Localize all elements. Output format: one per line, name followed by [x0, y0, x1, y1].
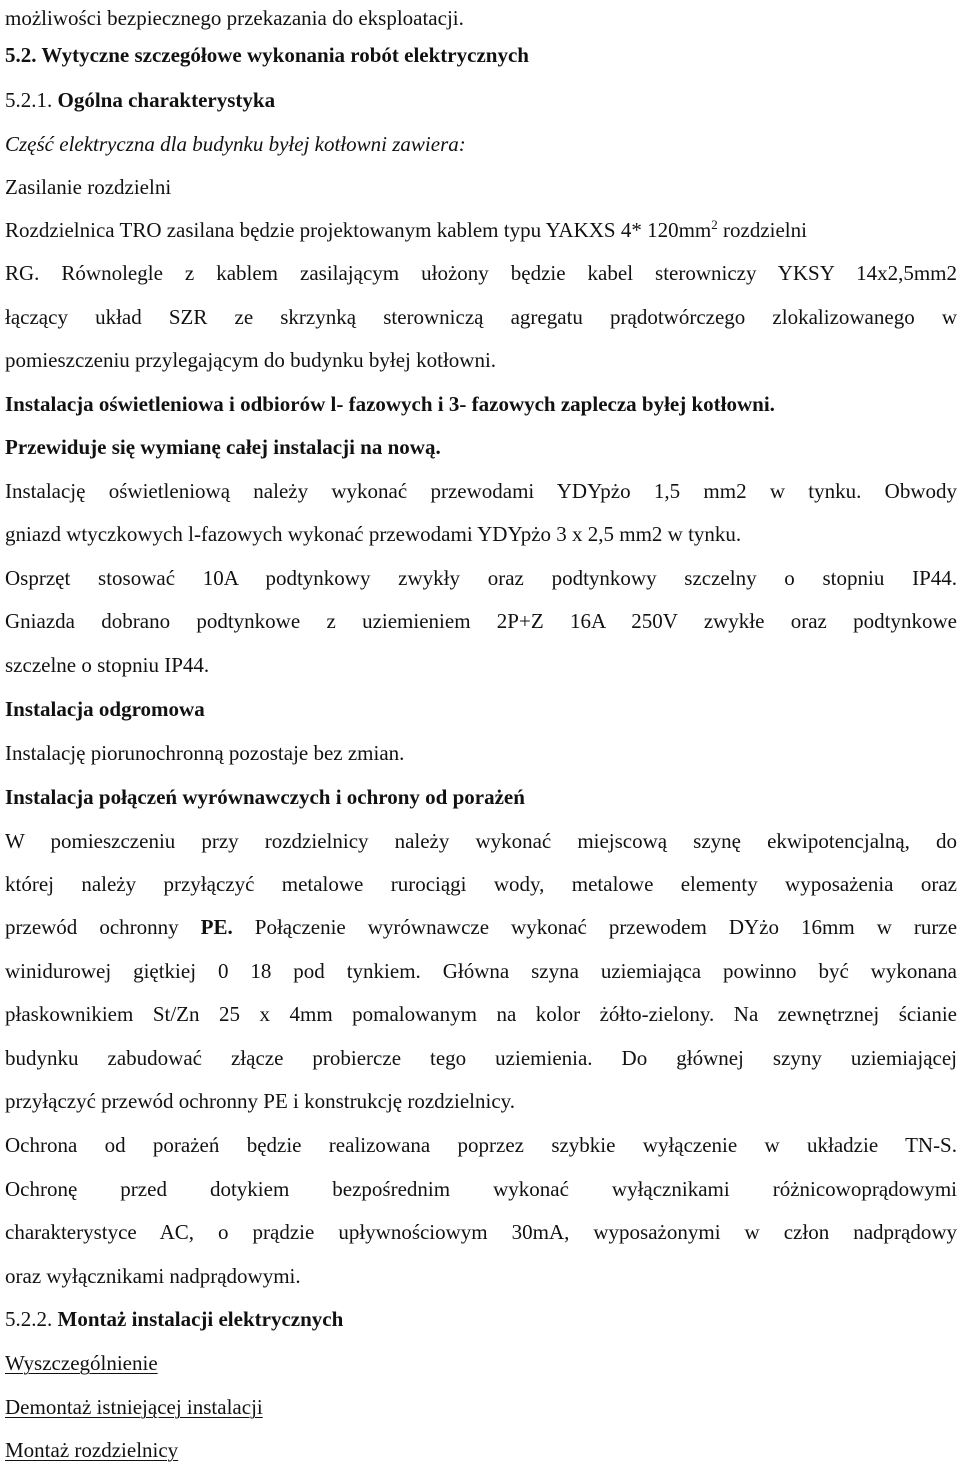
text-line: której należy przyłączyć metalowe rurociągi wody, metalowe elementy wyposażenia oraz [5, 872, 957, 896]
text-line: gniazd wtyczkowych l-fazowych wykonać przewodami YDYpżo 3 x 2,5 mm2 w tynku. [5, 522, 742, 546]
superscript: 2 [711, 217, 718, 232]
text-line: możliwości bezpiecznego przekazania do eksploatacji. [5, 6, 464, 30]
heading-title: Montaż instalacji elektrycznych [57, 1307, 344, 1331]
text-segment: Połączenie wyrównawcze wykonać przewodem DYżo 16mm w rurze [254, 915, 958, 939]
text-line: pomieszczeniu przylegającym do budynku byłej kotłowni. [5, 348, 497, 372]
bold-heading: Instalacja oświetleniowa i odbiorów l- fazowych i 3- fazowych zaplecza byłej kotłowni. [5, 392, 775, 416]
text-line: charakterystyce AC, o prądzie upływnościowym 30mA, wyposażonymi w człon nadprądowy [5, 1220, 957, 1244]
text-segment: rozdzielni [723, 218, 807, 242]
underlined-item: Montaż rozdzielnicy [5, 1438, 179, 1462]
text-line: Osprzęt stosować 10A podtynkowy zwykły oraz podtynkowy szczelny o stopniu IP44. [5, 566, 957, 590]
italic-intro: Część elektryczna dla budynku byłej kotłowni zawiera: [5, 132, 466, 156]
text-line: W pomieszczeniu przy rozdzielnicy należy wykonać miejscową szynę ekwipotencjalną, do [5, 829, 957, 853]
text-line [5, 216, 957, 244]
text-line: przyłączyć przewód ochronny PE i konstrukcję rozdzielnicy. [5, 1089, 516, 1113]
text-segment: przewód ochronny [5, 915, 179, 939]
bold-heading: Instalacja połączeń wyrównawczych i ochrony od porażeń [5, 785, 525, 809]
text-line: budynku zabudować złącze probiercze tego uziemienia. Do głównej szyny uziemiającej [5, 1046, 957, 1070]
text-line: płaskownikiem St/Zn 25 x 4mm pomalowanym na kolor żółto-zielony. Na zewnętrznej ścianie [5, 1002, 957, 1026]
bold-heading: Przewiduje się wymianę całej instalacji na nową. [5, 435, 441, 459]
text-line: łączący układ SZR ze skrzynką sterowniczą agregatu prądotwórczego zlokalizowanego w [5, 305, 957, 329]
underlined-item: Demontaż istniejącej instalacji [5, 1395, 263, 1419]
text-line: Ochrona od porażeń będzie realizowana poprzez szybkie wyłączenie w układzie TN-S. [5, 1133, 957, 1157]
subsection-heading-5-2-2 [5, 1305, 957, 1333]
subsection-heading-5-2-1 [5, 86, 957, 114]
text-line: Instalację oświetleniową należy wykonać przewodami YDYpżo 1,5 mm2 w tynku. Obwody [5, 479, 957, 503]
text-segment: Rozdzielnica TRO zasilana będzie projektowanym kablem typu YAKXS 4* 120mm [5, 218, 712, 242]
text-line: oraz wyłącznikami nadprądowymi. [5, 1264, 301, 1288]
bold-heading: Instalacja odgromowa [5, 697, 205, 721]
section-heading-5-2: 5.2. Wytyczne szczegółowe wykonania robót elektrycznych [5, 43, 529, 67]
paragraph-title: Zasilanie rozdzielni [5, 175, 172, 199]
text-line: Gniazda dobrano podtynkowe z uziemieniem 2P+Z 16A 250V zwykłe oraz podtynkowe [5, 609, 957, 633]
text-line [5, 913, 957, 941]
text-line: Instalację piorunochronną pozostaje bez zmian. [5, 741, 405, 765]
heading-number: 5.2.2. [5, 1307, 53, 1331]
text-line: Ochronę przed dotykiem bezpośrednim wykonać wyłącznikami różnicowoprądowymi [5, 1177, 957, 1201]
bold-term: PE. [200, 915, 233, 939]
text-line: szczelne o stopniu IP44. [5, 653, 210, 677]
heading-title: Ogólna charakterystyka [57, 88, 276, 112]
text-line: RG. Równolegle z kablem zasilającym ułożony będzie kabel sterowniczy YKSY 14x2,5mm2 [5, 261, 957, 285]
underlined-heading: Wyszczególnienie [5, 1351, 158, 1375]
text-line: winidurowej giętkiej 0 18 pod tynkiem. Główna szyna uziemiająca powinno być wykonana [5, 959, 957, 983]
heading-number: 5.2.1. [5, 88, 53, 112]
